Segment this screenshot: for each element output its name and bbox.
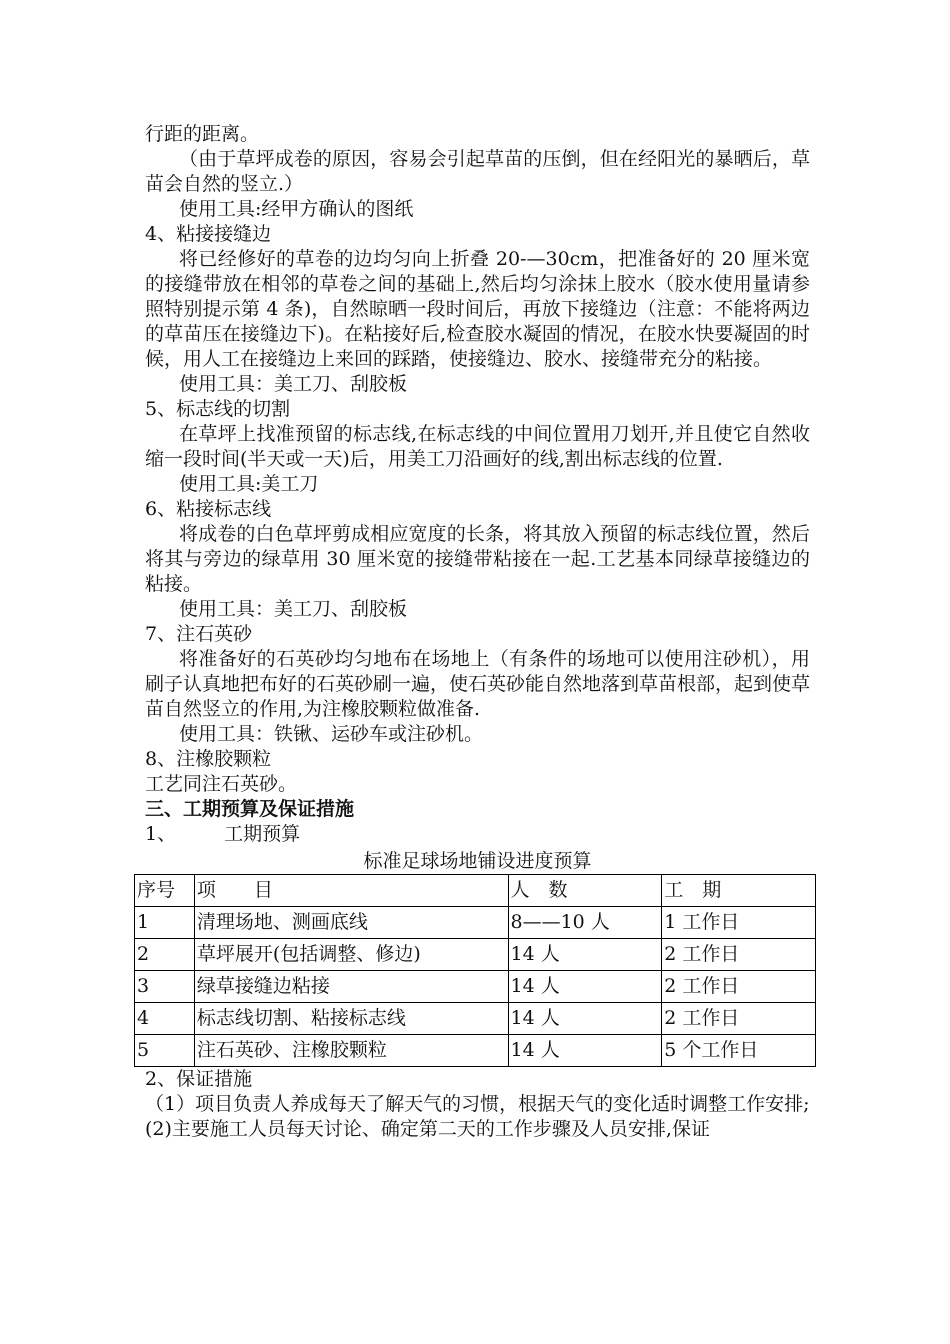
section-heading: 三、工期预算及保证措施 xyxy=(145,798,355,820)
paragraph: (2)主要施工人员每天讨论、确定第二天的工作步骤及人员安排,保证 xyxy=(145,1118,710,1140)
table-row xyxy=(135,971,816,1003)
paragraph: 行距的距离。 xyxy=(145,123,260,145)
section-number: 1、 xyxy=(145,823,177,845)
header-cell-item: 项 目 xyxy=(194,875,508,907)
cell-people: 14 人 xyxy=(508,1003,662,1035)
cell-people: 14 人 xyxy=(508,971,662,1003)
cell-duration: 1 工作日 xyxy=(662,907,816,939)
table-row xyxy=(135,1035,816,1067)
paragraph: 5、标志线的切割 xyxy=(145,398,291,420)
cell-index: 2 xyxy=(135,939,195,971)
document-page xyxy=(137,122,811,1142)
paragraph: 8、注橡胶颗粒 xyxy=(145,748,272,770)
paragraph: 6、粘接标志线 xyxy=(145,498,272,520)
cell-item: 绿草接缝边粘接 xyxy=(194,971,508,1003)
paragraph: 将已经修好的草卷的边均匀向上折叠 20-—30cm，把准备好的 20 厘米宽的接缝带放在相邻的草卷之间的基础上,然后均匀涂抹上胶水（胶水使用量请参照特别提示第 4 条)，自然晾晒一段时间后，再放下接缝边（注意：不能将两边的草苗压在接缝边下)。在粘接好后,检查胶水凝固的情况，在胶水快要凝固的时候，用人工在接缝边上来回的踩踏，使接缝边、胶水、接缝带充分的粘接。 xyxy=(145,248,810,370)
section-title: 工期预算 xyxy=(224,823,301,845)
paragraph: 7、注石英砂 xyxy=(145,623,253,645)
cell-duration: 2 工作日 xyxy=(662,939,816,971)
table-row xyxy=(135,1003,816,1035)
header-cell-duration: 工 期 xyxy=(662,875,816,907)
header-cell-index: 序号 xyxy=(135,875,195,907)
body-text-top xyxy=(145,122,810,822)
cell-duration: 2 工作日 xyxy=(662,1003,816,1035)
tools-line: 使用工具：铁锹、运砂车或注砂机。 xyxy=(179,723,484,745)
cell-index: 3 xyxy=(135,971,195,1003)
tools-line: 使用工具:经甲方确认的图纸 xyxy=(179,198,414,220)
paragraph: 4、粘接接缝边 xyxy=(145,223,272,245)
cell-item: 清理场地、测画底线 xyxy=(194,907,508,939)
paragraph: 在草坪上找准预留的标志线,在标志线的中间位置用刀划开,并且使它自然收缩一段时间(半天或一天)后，用美工刀沿画好的线,割出标志线的位置. xyxy=(145,423,810,470)
tools-line: 使用工具：美工刀、刮胶板 xyxy=(179,598,408,620)
table-row xyxy=(135,939,816,971)
cell-duration: 2 工作日 xyxy=(662,971,816,1003)
cell-index: 4 xyxy=(135,1003,195,1035)
paragraph: （1）项目负责人养成每天了解天气的习惯，根据天气的变化适时调整工作安排; xyxy=(145,1093,810,1115)
cell-item: 注石英砂、注橡胶颗粒 xyxy=(194,1035,508,1067)
schedule-table xyxy=(134,874,816,1067)
cell-people: 8——10 人 xyxy=(508,907,662,939)
tools-line: 使用工具：美工刀、刮胶板 xyxy=(179,373,408,395)
body-text-bottom xyxy=(145,1067,810,1142)
table-header-row xyxy=(135,875,816,907)
tools-line: 使用工具:美工刀 xyxy=(179,473,319,495)
cell-index: 1 xyxy=(135,907,195,939)
cell-people: 14 人 xyxy=(508,939,662,971)
cell-people: 14 人 xyxy=(508,1035,662,1067)
paragraph: （由于草坪成卷的原因，容易会引起草苗的压倒，但在经阳光的暴晒后，草苗会自然的竖立.） xyxy=(145,148,810,195)
cell-index: 5 xyxy=(135,1035,195,1067)
paragraph: 将成卷的白色草坪剪成相应宽度的长条，将其放入预留的标志线位置，然后将其与旁边的绿草用 30 厘米宽的接缝带粘接在一起.工艺基本同绿草接缝边的粘接。 xyxy=(145,523,810,595)
paragraph: 工艺同注石英砂。 xyxy=(145,773,298,795)
header-cell-people: 人 数 xyxy=(508,875,662,907)
cell-item: 标志线切割、粘接标志线 xyxy=(194,1003,508,1035)
cell-item: 草坪展开(包括调整、修边) xyxy=(194,939,508,971)
table-row xyxy=(135,907,816,939)
table-caption: 标准足球场地铺设进度预算 xyxy=(363,850,592,872)
cell-duration: 5 个工作日 xyxy=(662,1035,816,1067)
paragraph: 2、保证措施 xyxy=(145,1068,253,1090)
paragraph: 将准备好的石英砂均匀地布在场地上（有条件的场地可以使用注砂机），用刷子认真地把布好的石英砂刷一遍，使石英砂能自然地落到草苗根部，起到使草苗自然竖立的作用,为注橡胶颗粒做准备. xyxy=(145,648,811,720)
section-heading-schedule xyxy=(145,822,810,847)
